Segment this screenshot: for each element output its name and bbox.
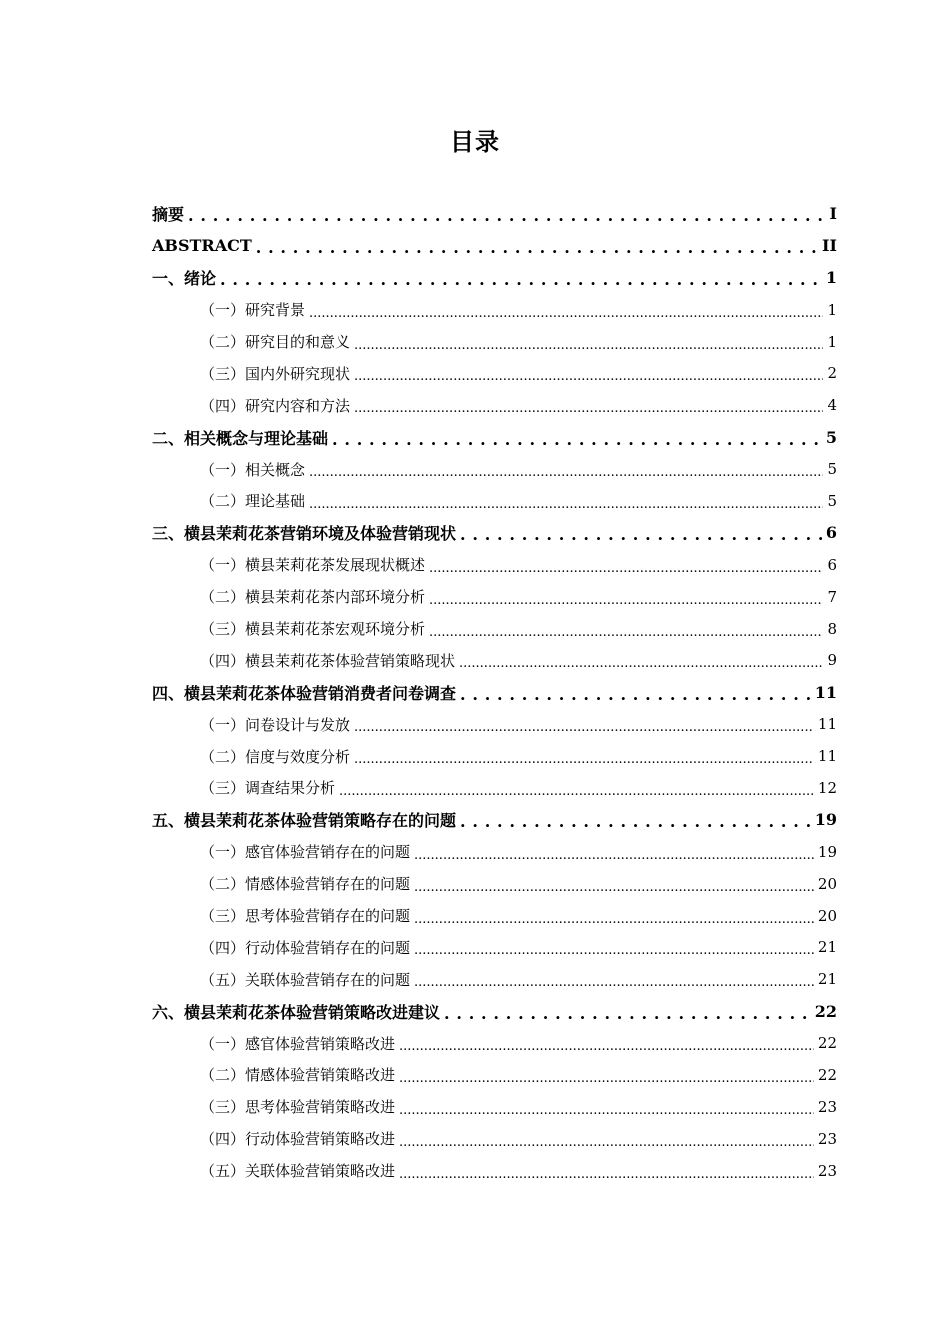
- toc-section-entry[interactable]: [152, 931, 837, 963]
- toc-page-number: 8: [827, 619, 837, 638]
- toc-chapter-entry[interactable]: [152, 804, 837, 836]
- dot-leader: [309, 462, 823, 480]
- toc-section-entry[interactable]: [152, 836, 837, 868]
- toc-entry-label: （二）情感体验营销存在的问题: [200, 875, 411, 894]
- toc-page-number: 6: [825, 523, 837, 543]
- dot-leader: [429, 558, 823, 576]
- dot-leader: [459, 653, 823, 671]
- toc-chapter-entry[interactable]: [152, 676, 837, 708]
- toc-page-number: 2: [827, 364, 837, 383]
- dot-leader: [354, 398, 823, 416]
- toc-page-number: 5: [827, 491, 837, 510]
- toc-section-entry[interactable]: [152, 581, 837, 613]
- toc-entry-label: （四）行动体验营销存在的问题: [200, 938, 411, 957]
- toc-section-entry[interactable]: [152, 294, 837, 326]
- dot-leader: [309, 494, 823, 512]
- toc-section-entry[interactable]: [152, 613, 837, 645]
- toc-page-number: 22: [817, 1034, 837, 1053]
- toc-entry-label: （二）理论基础: [200, 492, 306, 511]
- dot-leader: [309, 303, 823, 321]
- toc-entry-label: （一）感官体验营销策略改进: [200, 1034, 396, 1053]
- toc-entry-number: 一、: [152, 269, 185, 289]
- toc-section-entry[interactable]: [152, 868, 837, 900]
- toc-page-number: 4: [827, 396, 837, 415]
- toc-section-entry[interactable]: [152, 357, 837, 389]
- toc-entry-label: 相关概念与理论基础: [184, 428, 329, 448]
- toc-section-entry[interactable]: [152, 772, 837, 804]
- dot-leader: [354, 335, 823, 353]
- toc-entry-label: 横县茉莉花茶体验营销策略存在的问题: [184, 811, 457, 831]
- toc-entry-number: 五、: [152, 811, 185, 831]
- toc-section-entry[interactable]: [152, 644, 837, 676]
- toc-page-number: 21: [817, 970, 837, 989]
- dot-leader: [414, 972, 814, 990]
- toc-chapter-entry[interactable]: [152, 995, 837, 1027]
- toc-section-entry[interactable]: [152, 740, 837, 772]
- toc-entry-label: （五）关联体验营销存在的问题: [200, 970, 411, 989]
- toc-chapter-entry[interactable]: [152, 262, 837, 294]
- toc-page-number: 9: [827, 651, 837, 670]
- toc-entry-label: （四）横县茉莉花茶体验营销策略现状: [200, 651, 456, 670]
- toc-page-number: 1: [827, 332, 837, 351]
- toc-entry-number: 六、: [152, 1002, 185, 1022]
- toc-entry-label: ABSTRACT: [152, 236, 252, 256]
- toc-page-number: 1: [825, 268, 837, 288]
- toc-page-number: 22: [814, 1001, 837, 1021]
- toc-entry-label: 横县茉莉花茶体验营销消费者问卷调查: [184, 683, 457, 703]
- toc-page-number: 22: [817, 1065, 837, 1084]
- toc-section-entry[interactable]: [152, 453, 837, 485]
- dot-leader: [339, 781, 814, 799]
- toc-page-number: 5: [827, 460, 837, 479]
- toc-section-entry[interactable]: [152, 1059, 837, 1091]
- toc-page-number: 11: [817, 747, 837, 766]
- dot-leader: [460, 685, 811, 704]
- toc-entry-label: （三）思考体验营销策略改进: [200, 1098, 396, 1117]
- toc-section-entry[interactable]: [152, 900, 837, 932]
- toc-page-number: 12: [817, 778, 837, 797]
- toc-entry-label: 横县茉莉花茶营销环境及体验营销现状: [184, 524, 457, 544]
- toc-entry-label: （一）横县茉莉花茶发展现状概述: [200, 556, 426, 575]
- dot-leader: [414, 877, 814, 895]
- toc-entry-label: 绪论: [184, 269, 217, 289]
- toc-entry-label: （二）情感体验营销策略改进: [200, 1066, 396, 1085]
- toc-entry-label: （二）信度与效度分析: [200, 747, 351, 766]
- table-of-contents: [152, 198, 837, 1187]
- toc-entry-label: （三）国内外研究现状: [200, 364, 351, 383]
- toc-entry-label: （五）关联体验营销策略改进: [200, 1162, 396, 1181]
- toc-page-number: 7: [827, 587, 837, 606]
- toc-section-entry[interactable]: [152, 1155, 837, 1187]
- toc-entry-label: （三）横县茉莉花茶宏观环境分析: [200, 620, 426, 639]
- toc-entry-label: （四）研究内容和方法: [200, 396, 351, 415]
- toc-entry-number: 二、: [152, 428, 185, 448]
- dot-leader: [399, 1100, 814, 1118]
- toc-page-number: 19: [814, 810, 837, 830]
- toc-page-number: 21: [817, 938, 837, 957]
- toc-entry-label: （二）研究目的和意义: [200, 333, 351, 351]
- toc-page-number: 5: [825, 427, 837, 447]
- toc-chapter-entry[interactable]: [152, 517, 837, 549]
- dot-leader: [429, 622, 823, 640]
- page-title: 目录: [450, 128, 500, 156]
- toc-page-number: 23: [817, 1161, 837, 1180]
- toc-chapter-entry[interactable]: [152, 421, 837, 453]
- dot-leader: [256, 238, 818, 257]
- toc-page-number: 20: [817, 874, 837, 893]
- toc-entry-number: 四、: [152, 683, 185, 703]
- dot-leader: [414, 845, 814, 863]
- toc-entry-label: （三）调查结果分析: [200, 779, 336, 798]
- toc-page-number: 11: [814, 682, 837, 702]
- toc-page-number: I: [829, 204, 837, 224]
- toc-entry-label: （四）行动体验营销策略改进: [200, 1130, 396, 1149]
- dot-leader: [429, 590, 823, 608]
- toc-entry-label: （一）感官体验营销存在的问题: [200, 843, 411, 862]
- toc-entry-number: 三、: [152, 524, 185, 544]
- dot-leader: [354, 717, 814, 735]
- toc-entry-label: （一）问卷设计与发放: [200, 715, 351, 734]
- toc-entry-label: （一）相关概念: [200, 460, 306, 479]
- dot-leader: [399, 1132, 814, 1150]
- toc-section-entry[interactable]: [152, 326, 837, 358]
- dot-leader: [399, 1164, 814, 1182]
- toc-chapter-entry[interactable]: [152, 198, 837, 230]
- toc-section-entry[interactable]: [152, 1027, 837, 1059]
- toc-section-entry[interactable]: [152, 389, 837, 421]
- toc-page-number: 23: [817, 1097, 837, 1116]
- toc-section-entry[interactable]: [152, 963, 837, 995]
- dot-leader: [399, 1068, 814, 1086]
- dot-leader: [414, 909, 814, 927]
- toc-entry-label: （三）思考体验营销存在的问题: [200, 907, 411, 926]
- toc-entry-label: 横县茉莉花茶体验营销策略改进建议: [184, 1002, 441, 1022]
- dot-leader: [188, 206, 823, 225]
- toc-entry-label: （一）研究背景: [200, 301, 306, 320]
- dot-leader: [354, 366, 823, 384]
- toc-page-number: 6: [827, 555, 837, 574]
- toc-section-entry[interactable]: [152, 1123, 837, 1155]
- toc-page-number: 11: [817, 715, 837, 734]
- toc-section-entry[interactable]: [152, 485, 837, 517]
- toc-page-number: 23: [817, 1129, 837, 1148]
- dot-leader: [332, 430, 822, 449]
- dot-leader: [444, 1004, 811, 1023]
- toc-page-number: II: [822, 236, 837, 256]
- toc-page-number: 20: [817, 906, 837, 925]
- dot-leader: [460, 812, 811, 831]
- toc-entry-label: （二）横县茉莉花茶内部环境分析: [200, 588, 426, 607]
- dot-leader: [414, 940, 814, 958]
- dot-leader: [460, 525, 822, 544]
- toc-page-number: 1: [827, 300, 837, 319]
- dot-leader: [220, 270, 822, 289]
- toc-page-number: 19: [817, 842, 837, 861]
- toc-section-entry[interactable]: [152, 549, 837, 581]
- dot-leader: [399, 1036, 814, 1054]
- dot-leader: [354, 749, 814, 767]
- toc-section-entry[interactable]: [152, 1091, 837, 1123]
- toc-entry-label: 摘要: [152, 205, 185, 225]
- toc-section-entry[interactable]: [152, 708, 837, 740]
- toc-chapter-entry[interactable]: [152, 230, 837, 262]
